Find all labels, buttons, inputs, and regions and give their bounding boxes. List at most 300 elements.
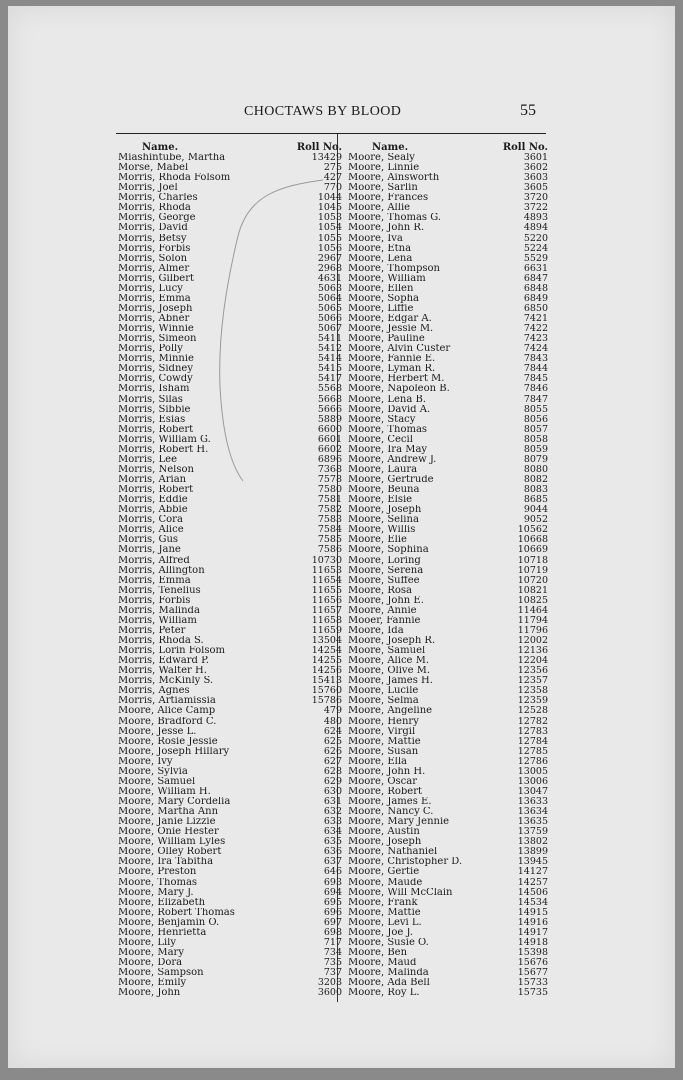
- entry-name: Moore, Angeline: [348, 706, 433, 717]
- table-row: [118, 666, 342, 676]
- roll-number: 9052: [523, 514, 548, 526]
- table-row: [348, 384, 548, 394]
- roll-header: Roll No.: [502, 142, 548, 153]
- roll-number: 4893: [523, 212, 548, 224]
- table-row: [118, 294, 342, 304]
- table-row: [118, 274, 342, 284]
- roll-number: 7580: [317, 484, 342, 496]
- entry-name: Morris, Gus: [118, 535, 179, 546]
- table-row: [118, 234, 342, 244]
- entry-name: Moore, Emily: [118, 978, 187, 989]
- roll-number: 14917: [517, 926, 548, 938]
- roll-number: 624: [323, 725, 342, 737]
- roll-number: 1053: [317, 212, 342, 224]
- roll-number: 13633: [517, 796, 548, 807]
- roll-number: 13504: [311, 635, 342, 646]
- table-row: [118, 203, 342, 213]
- right-column: [348, 142, 548, 998]
- entry-name: Morris, Alfred: [118, 555, 190, 566]
- table-row: [118, 646, 342, 656]
- entry-name: Moore, Nathaniel: [348, 847, 438, 858]
- table-row: [118, 857, 342, 867]
- roll-number: 7845: [523, 373, 548, 385]
- entry-name: Moore, Alice Camp: [118, 706, 216, 717]
- entry-name: Moore, Henry: [348, 716, 419, 727]
- entry-name: Morris, Minnie: [118, 354, 194, 365]
- entry-name: Moore, Henrietta: [118, 927, 207, 938]
- entry-name: Moore, Jesse L.: [118, 726, 197, 737]
- table-row: [118, 636, 342, 646]
- table-row: [118, 787, 342, 797]
- entry-name: Morris, Joel: [118, 183, 178, 194]
- entry-name: Morris, Simeon: [118, 334, 197, 345]
- table-row: [118, 535, 342, 545]
- entry-name: Morris, Robert H.: [118, 444, 209, 455]
- table-row: [118, 475, 342, 485]
- entry-name: Moore, Virgil: [348, 726, 416, 737]
- roll-number: 631: [323, 796, 342, 807]
- table-row: [348, 495, 548, 505]
- table-row: [348, 173, 548, 183]
- roll-number: 3603: [523, 172, 548, 184]
- table-row: [118, 847, 342, 857]
- entry-name: Moore, Thompson: [348, 263, 440, 274]
- roll-number: 630: [323, 785, 342, 797]
- entry-name: Morris, Malinda: [118, 605, 200, 616]
- entry-name: Moore, Rosa: [348, 585, 412, 596]
- roll-number: 8057: [523, 423, 548, 435]
- roll-number: 5066: [317, 313, 342, 324]
- entry-name: Morris, Forbis: [118, 243, 191, 254]
- entry-name: Moore, Susie O.: [348, 937, 429, 948]
- roll-number: 696: [323, 906, 342, 918]
- table-row: [118, 717, 342, 727]
- table-row: [348, 203, 548, 213]
- roll-number: 12204: [517, 655, 548, 667]
- table-row: [348, 435, 548, 445]
- entry-name: Morris, Forbis: [118, 595, 191, 606]
- entry-name: Moore, Maude: [348, 877, 423, 888]
- table-row: [348, 284, 548, 294]
- roll-number: 10821: [517, 584, 548, 596]
- roll-number: 7578: [317, 474, 342, 485]
- entry-name: Morris, Silas: [118, 394, 183, 405]
- table-row: [348, 475, 548, 485]
- name-header: Name.: [142, 142, 179, 153]
- entry-name: Moore, Elizabeth: [118, 897, 206, 908]
- roll-number: 8083: [523, 484, 548, 496]
- entry-name: Morris, McKinly S.: [118, 676, 214, 687]
- entry-name: Moore, Ira May: [348, 444, 428, 455]
- roll-number: 734: [323, 946, 342, 958]
- roll-number: 5412: [317, 343, 342, 355]
- table-row: [348, 344, 548, 354]
- table-row: [118, 415, 342, 425]
- roll-number: 633: [323, 816, 342, 828]
- entry-name: Moore, Thomas: [348, 424, 428, 435]
- table-row: [348, 364, 548, 374]
- roll-number: 7586: [317, 544, 342, 556]
- entry-name: Morris, Jane: [118, 545, 181, 556]
- entry-name: Moore, Sopha: [348, 293, 420, 304]
- entry-name: Morris, Solon: [118, 253, 188, 264]
- roll-number: 10562: [517, 524, 548, 536]
- entry-name: Morris, Almer: [118, 263, 190, 274]
- table-row: [348, 415, 548, 425]
- roll-number: 14127: [517, 866, 548, 878]
- entry-name: Moore, Loring: [348, 555, 421, 566]
- entry-name: Moore, Ellen: [348, 283, 414, 294]
- roll-number: 5067: [317, 323, 342, 335]
- entry-name: Moore, Joseph: [348, 505, 422, 516]
- entry-name: Moore, Etna: [348, 243, 412, 254]
- entry-name: Moore, William Lyles: [118, 837, 226, 848]
- table-row: [118, 344, 342, 354]
- table-row: [118, 425, 342, 435]
- table-row: [118, 576, 342, 586]
- roll-number: 10719: [517, 564, 548, 576]
- roll-number: 15676: [517, 957, 548, 968]
- roll-number: 7581: [317, 494, 342, 506]
- roll-number: 7424: [523, 343, 548, 355]
- roll-number: 12783: [517, 725, 548, 737]
- entry-name: Moore, Cecil: [348, 434, 413, 445]
- entry-name: Moore, Annie: [348, 605, 417, 616]
- table-row: [118, 254, 342, 264]
- entry-name: Moore, Liffie: [348, 303, 414, 314]
- entry-name: Moore, Sylvia: [118, 766, 188, 777]
- entry-name: Morris, Robert: [118, 485, 194, 496]
- roll-number: 14254: [311, 645, 342, 657]
- table-row: [118, 244, 342, 254]
- roll-number: 479: [323, 705, 342, 717]
- entry-name: Moore, Andrew J.: [348, 454, 437, 465]
- roll-number: 11464: [517, 604, 548, 616]
- roll-number: 12357: [517, 675, 548, 687]
- roll-number: 697: [323, 916, 342, 928]
- entry-name: Moore, Herbert M.: [348, 374, 445, 385]
- roll-number: 10718: [517, 554, 548, 566]
- roll-number: 15677: [517, 967, 548, 979]
- roll-number: 7847: [523, 393, 548, 405]
- roll-number: 15413: [311, 675, 342, 687]
- table-row: [118, 153, 342, 163]
- table-row: [348, 153, 548, 163]
- roll-number: 646: [323, 866, 342, 878]
- table-row: [348, 374, 548, 384]
- roll-number: 5224: [523, 242, 548, 254]
- entry-name: Moore, Ada Bell: [348, 978, 430, 989]
- table-row: [118, 264, 342, 274]
- entry-name: Moore, Linnie: [348, 163, 420, 174]
- table-row: [118, 616, 342, 626]
- table-row: [348, 314, 548, 324]
- roll-number: 13759: [517, 826, 548, 838]
- roll-number: 6896: [317, 453, 342, 465]
- table-row: [118, 455, 342, 465]
- roll-number: 10720: [517, 574, 548, 586]
- entry-name: Morris, Cora: [118, 515, 183, 526]
- roll-number: 12358: [517, 685, 548, 697]
- table-row: [118, 314, 342, 324]
- roll-number: 2967: [317, 252, 342, 264]
- entry-name: Morris, Joseph: [118, 303, 193, 314]
- entry-name: Morris, William G.: [118, 434, 211, 445]
- entry-name: Moore, James E.: [348, 797, 432, 807]
- roll-number: 14916: [517, 916, 548, 928]
- entry-name: Moore, James H.: [348, 676, 433, 687]
- table-row: [348, 304, 548, 314]
- roll-number: 7582: [317, 504, 342, 516]
- entry-name: Morris, Lorin Folsom: [118, 646, 226, 657]
- entry-name: Morris, Sibbie: [118, 404, 191, 415]
- table-row: [348, 294, 548, 304]
- entry-name: Moore, Mary Jennie: [348, 817, 450, 828]
- table-row: [118, 525, 342, 535]
- table-row: [118, 354, 342, 364]
- roll-number: 480: [323, 715, 342, 727]
- entry-name: Morris, Eddie: [118, 495, 188, 506]
- table-row: [118, 405, 342, 415]
- entry-name: Moore, Sampson: [118, 968, 204, 979]
- entry-name: Morris, Robert: [118, 424, 194, 435]
- entry-name: Moore, Fannie E.: [348, 354, 436, 365]
- page-header: [8, 104, 675, 124]
- table-row: [118, 686, 342, 696]
- entry-name: Moore, Thomas G.: [348, 213, 442, 224]
- roll-number: 5414: [317, 353, 342, 365]
- roll-number: 3605: [523, 182, 548, 194]
- roll-number: 10669: [517, 544, 548, 556]
- entry-name: Morris, Alice: [118, 525, 184, 536]
- roll-number: 5415: [317, 363, 342, 375]
- roll-number: 3720: [523, 192, 548, 204]
- entry-name: Moore, Joseph R.: [348, 636, 436, 646]
- roll-number: 8058: [523, 433, 548, 445]
- table-row: [348, 354, 548, 364]
- entry-name: Moore, Serena: [348, 565, 424, 576]
- entry-name: Moore, Allie: [348, 203, 411, 214]
- entry-name: Moore, Martha Ann: [118, 807, 219, 818]
- roll-number: 5063: [317, 282, 342, 294]
- table-row: [348, 213, 548, 223]
- roll-number: 625: [323, 735, 342, 747]
- table-row: [118, 656, 342, 666]
- entry-name: Moore, Gertrude: [348, 475, 434, 485]
- entry-name: Moore, Joseph: [348, 837, 422, 848]
- roll-number: 634: [323, 826, 342, 838]
- table-row: [118, 173, 342, 183]
- roll-number: 6850: [523, 302, 548, 314]
- entry-name: Moore, Malinda: [348, 968, 429, 979]
- entry-name: Moore, Lena: [348, 253, 413, 264]
- entry-name: Moore, John H.: [348, 766, 426, 777]
- entry-name: Moore, Janie Lizzie: [118, 817, 216, 828]
- table-row: [348, 223, 548, 233]
- entry-name: Morris, Lee: [118, 454, 177, 465]
- right-column-header: [348, 142, 548, 153]
- entry-name: Moore, David A.: [348, 404, 431, 415]
- table-row: [348, 545, 548, 555]
- entry-name: Moore, Roy L.: [348, 988, 420, 999]
- roll-number: 11656: [311, 594, 342, 606]
- table-row: [118, 304, 342, 314]
- entry-name: Morris, Rhoda S.: [118, 636, 204, 646]
- entry-name: Morris, Esias: [118, 414, 186, 425]
- table-row: [118, 284, 342, 294]
- roll-number: 7423: [523, 333, 548, 345]
- table-row: [348, 988, 548, 998]
- roll-number: 629: [323, 775, 342, 787]
- table-row: [118, 334, 342, 344]
- roll-number: 13945: [517, 856, 548, 868]
- entry-name: Moore, Elsie: [348, 495, 413, 506]
- table-row: [348, 465, 548, 475]
- table-row: [348, 264, 548, 274]
- roll-number: 15398: [517, 946, 548, 958]
- table-row: [118, 878, 342, 888]
- entry-name: Moore, Napoleon B.: [348, 384, 450, 395]
- entry-name: Morris, George: [118, 213, 196, 224]
- entry-name: Moore, Sophina: [348, 545, 429, 556]
- roll-number: 737: [323, 967, 342, 979]
- entry-name: Moore, Lyman R.: [348, 364, 436, 375]
- roll-number: 13802: [517, 836, 548, 848]
- roll-number: 636: [323, 846, 342, 858]
- entry-name: Moore, Joseph Hillary: [118, 746, 230, 757]
- header-rule: [116, 133, 546, 134]
- roll-number: 6848: [523, 282, 548, 294]
- roll-number: 12786: [517, 755, 548, 767]
- table-row: [118, 757, 342, 767]
- roll-number: 14534: [517, 896, 548, 908]
- roll-number: 8082: [523, 474, 548, 485]
- entry-name: Morris, Polly: [118, 344, 183, 355]
- page-title: CHOCTAWS BY BLOOD: [244, 104, 402, 119]
- entry-name: Moore, Sealy: [348, 153, 415, 163]
- document-page: [8, 6, 675, 1068]
- roll-number: 12136: [517, 645, 548, 657]
- table-row: [348, 163, 548, 173]
- table-row: [118, 888, 342, 898]
- left-column: [118, 142, 342, 998]
- entry-name: Morris, Charles: [118, 193, 198, 204]
- name-header: Name.: [372, 142, 409, 153]
- table-row: [118, 223, 342, 233]
- entry-name: Moore, William: [348, 273, 426, 284]
- entry-name: Moore, Alice M.: [348, 656, 430, 667]
- entry-name: Morris, Isham: [118, 384, 190, 395]
- roll-number: 698: [323, 926, 342, 938]
- table-row: [348, 706, 548, 716]
- entry-name: Moore, Edgar A.: [348, 314, 432, 324]
- table-row: [118, 958, 342, 968]
- table-row: [118, 435, 342, 445]
- entry-name: Moore, Mattie: [348, 736, 421, 747]
- roll-number: 5065: [317, 302, 342, 314]
- roll-number: 14506: [517, 886, 548, 898]
- table-row: [118, 545, 342, 555]
- entry-name: Morris, Emma: [118, 293, 191, 304]
- entry-name: Moore, Selma: [348, 696, 419, 707]
- entry-name: Moore, John: [118, 988, 181, 999]
- table-row: [118, 586, 342, 596]
- table-row: [348, 445, 548, 455]
- entry-name: Moore, Beuna: [348, 485, 420, 496]
- roll-number: 14918: [517, 936, 548, 948]
- table-row: [118, 827, 342, 837]
- entry-name: Moore, Frances: [348, 193, 429, 204]
- entry-name: Morris, David: [118, 223, 188, 234]
- entry-name: Morris, Winnie: [118, 324, 194, 335]
- roll-number: 2968: [317, 262, 342, 274]
- left-column-header: [118, 142, 342, 153]
- table-row: [118, 918, 342, 928]
- roll-number: 7843: [523, 353, 548, 365]
- roll-number: 5220: [523, 232, 548, 244]
- roll-number: 275: [323, 162, 342, 174]
- entry-name: Miashintube, Martha: [118, 153, 226, 163]
- entry-name: Moore, Joe J.: [348, 927, 413, 938]
- roll-number: 10825: [517, 594, 548, 606]
- entry-name: Morris, Rhoda: [118, 203, 191, 214]
- roll-number: 7844: [523, 363, 548, 375]
- table-row: [118, 395, 342, 405]
- entry-name: Moore, Jessie M.: [348, 324, 434, 335]
- entry-name: Morris, Arian: [118, 475, 187, 485]
- entry-name: Moore, Olley Robert: [118, 847, 222, 858]
- roll-number: 13634: [517, 806, 548, 818]
- entry-name: Morris, Allington: [118, 565, 205, 576]
- entry-name: Morris, Abner: [118, 314, 190, 324]
- table-row: [118, 968, 342, 978]
- roll-number: 1056: [317, 242, 342, 254]
- roll-number: 635: [323, 836, 342, 848]
- entry-name: Morris, Edward P.: [118, 656, 209, 667]
- entry-name: Moore, Sarlin: [348, 183, 418, 194]
- entry-name: Morris, Tenelius: [118, 585, 201, 596]
- roll-number: 7422: [523, 323, 548, 335]
- table-row: [118, 867, 342, 877]
- table-row: [118, 948, 342, 958]
- roll-number: 8080: [523, 463, 548, 475]
- table-row: [118, 213, 342, 223]
- entry-name: Moore, Gertie: [348, 867, 420, 878]
- roll-number: 12359: [517, 695, 548, 707]
- entry-name: Moore, Susan: [348, 746, 419, 757]
- entry-name: Morris, Sidney: [118, 364, 193, 375]
- roll-number: 14257: [517, 876, 548, 888]
- roll-number: 11659: [311, 624, 342, 636]
- roll-number: 13635: [517, 816, 548, 828]
- table-row: [348, 425, 548, 435]
- table-row: [348, 334, 548, 344]
- roll-number: 6601: [317, 433, 342, 445]
- table-row: [118, 978, 342, 988]
- entry-name: Moore, John R.: [348, 223, 425, 234]
- roll-number: 5064: [317, 292, 342, 304]
- roll-number: 6600: [317, 423, 342, 435]
- table-row: [348, 254, 548, 264]
- roll-number: 3600: [317, 987, 342, 999]
- entry-name: Moore, Will McClain: [348, 887, 453, 898]
- table-row: [348, 455, 548, 465]
- roll-number: 8056: [523, 413, 548, 425]
- table-row: [118, 505, 342, 515]
- roll-number: 13429: [311, 152, 342, 163]
- roll-number: 6602: [317, 443, 342, 455]
- roll-number: 5668: [317, 393, 342, 405]
